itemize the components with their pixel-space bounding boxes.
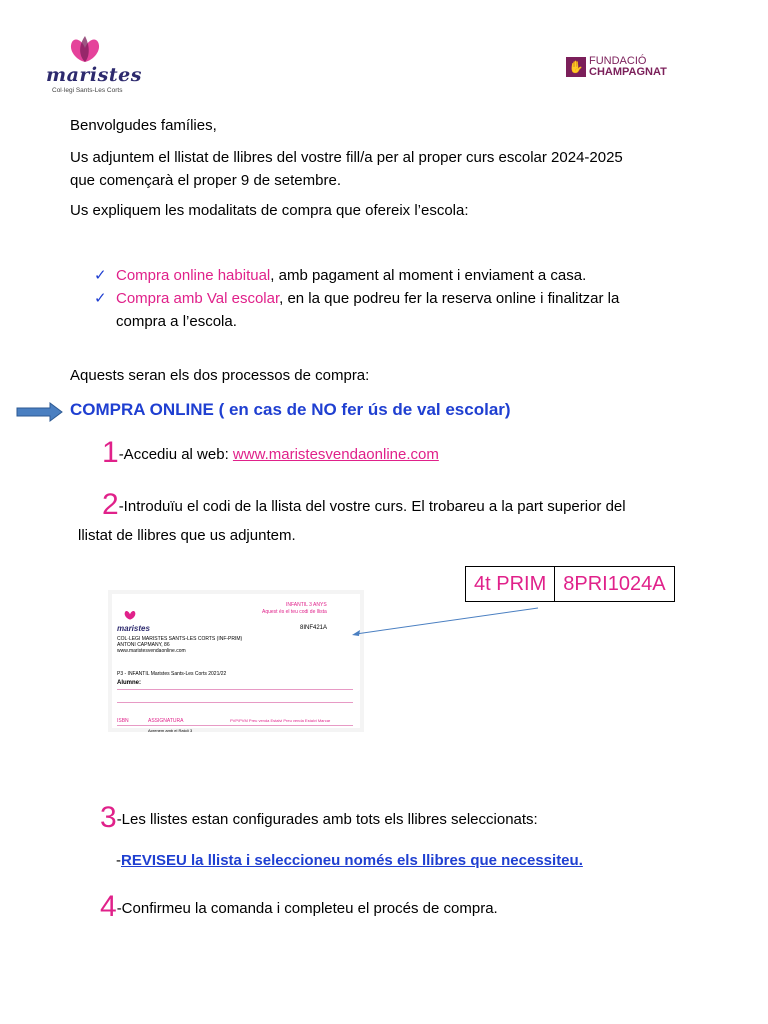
butterfly-logo-icon <box>122 608 138 622</box>
step-2-line2: llistat de llibres que us adjuntem. <box>78 527 296 544</box>
fundacio-champagnat-logo <box>566 55 678 81</box>
fundacio-line1: FUNDACIÓ <box>589 55 647 67</box>
butterfly-logo-icon <box>64 32 106 68</box>
divider <box>117 689 353 690</box>
step-1 <box>102 438 439 470</box>
mini-alumne: Alumne: <box>117 680 141 686</box>
greeting: Benvolgudes famílies, <box>70 117 217 134</box>
step-text: -Introduïu el codi de la llista del vostre curs. El trobareu a la part superior del <box>118 498 626 515</box>
processes-intro: Aquests seran els dos processos de compra: <box>70 367 370 384</box>
step-text: -Confirmeu la comanda i completeu el procés de compra. <box>116 900 498 917</box>
step-number: 3 <box>100 801 117 834</box>
mini-top-right-2: Aquest és el teu codi de llista <box>262 609 327 615</box>
step-text: -Les llistes estan configurades amb tots els llibres seleccionats: <box>116 811 538 828</box>
bullet-val-highlight: Compra amb Val escolar <box>116 290 280 307</box>
bullet-online-rest: , amb pagament al moment i enviament a casa. <box>270 267 587 284</box>
step-2 <box>102 490 626 522</box>
checkmark-icon: ✓ <box>94 290 107 307</box>
table-row <box>466 567 675 602</box>
step-3-dash: - <box>116 852 121 869</box>
mini-first-row: Aprenem amb el Ratolí 3 <box>148 728 193 732</box>
mini-top-right-1: INFANTIL 3 ANYS <box>286 602 327 608</box>
modalities-intro: Us expliquem les modalitats de compra que ofereix l’escola: <box>70 202 469 219</box>
step-number: 2 <box>102 488 119 521</box>
review-list-link[interactable]: REVISEU la llista i seleccioneu només els llibres que necessiteu. <box>121 852 583 869</box>
checkmark-icon: ✓ <box>94 267 107 284</box>
code-cell: 8PRI1024A <box>555 567 674 602</box>
hands-icon: ✋ <box>566 57 586 77</box>
fundacio-line2: CHAMPAGNAT <box>589 66 667 78</box>
right-arrow-icon <box>16 402 64 422</box>
step-3-subtext <box>116 849 583 872</box>
mini-logo-text: maristes <box>117 624 150 633</box>
code-example-table <box>465 566 675 602</box>
divider <box>117 725 353 726</box>
pointer-arrow-icon <box>350 600 540 640</box>
bullet-online <box>116 264 586 287</box>
bullet-val-rest: , en la que podreu fer la reserva online i finalitzar la <box>279 290 620 307</box>
step-number: 1 <box>102 436 119 469</box>
website-link[interactable]: www.maristesvendaonline.com <box>232 446 439 463</box>
mini-col-rest: PVP/PVM Preu venda Estalvi Preu venda Estalvi Marcar <box>230 718 331 723</box>
sample-book-list-image <box>108 590 364 732</box>
bullet-online-highlight: Compra online habitual <box>116 267 271 284</box>
bullet-val-rest2: compra a l’escola. <box>116 313 237 330</box>
maristes-logo <box>44 30 142 100</box>
mini-school: COL·LEGI MARISTES SANTS-LES CORTS (INF-PRIM) <box>117 636 243 642</box>
step-text: -Accediu al web: <box>118 446 233 463</box>
step-3 <box>100 803 538 835</box>
section-title: COMPRA ONLINE ( en cas de NO fer ús de val escolar) <box>70 400 511 419</box>
step-number: 4 <box>100 890 117 923</box>
mini-web: www.maristesvendaonline.com <box>117 648 186 654</box>
intro-line2: que començarà el proper 9 de setembre. <box>70 172 341 189</box>
mini-address: ANTONI CAPMANY, 86 <box>117 642 170 648</box>
maristes-logo-text: maristes <box>46 64 142 86</box>
mini-code: 8INF421A <box>300 625 328 631</box>
course-cell: 4t PRIM <box>466 567 555 602</box>
step-4 <box>100 892 498 924</box>
maristes-logo-subtitle: Col·legi Sants-Les Corts <box>52 87 123 94</box>
mini-col-isbn: ISBN <box>117 718 129 724</box>
intro-line1: Us adjuntem el llistat de llibres del vostre fill/a per al proper curs escolar 2024-2025 <box>70 149 623 166</box>
mini-col-assignatura: ASSIGNATURA <box>148 718 184 724</box>
mini-footer-ref: P3 - INFANTIL Maristes Sants-Les Corts 2021/22 <box>117 671 227 677</box>
divider <box>117 702 353 703</box>
bullet-val <box>116 287 619 310</box>
